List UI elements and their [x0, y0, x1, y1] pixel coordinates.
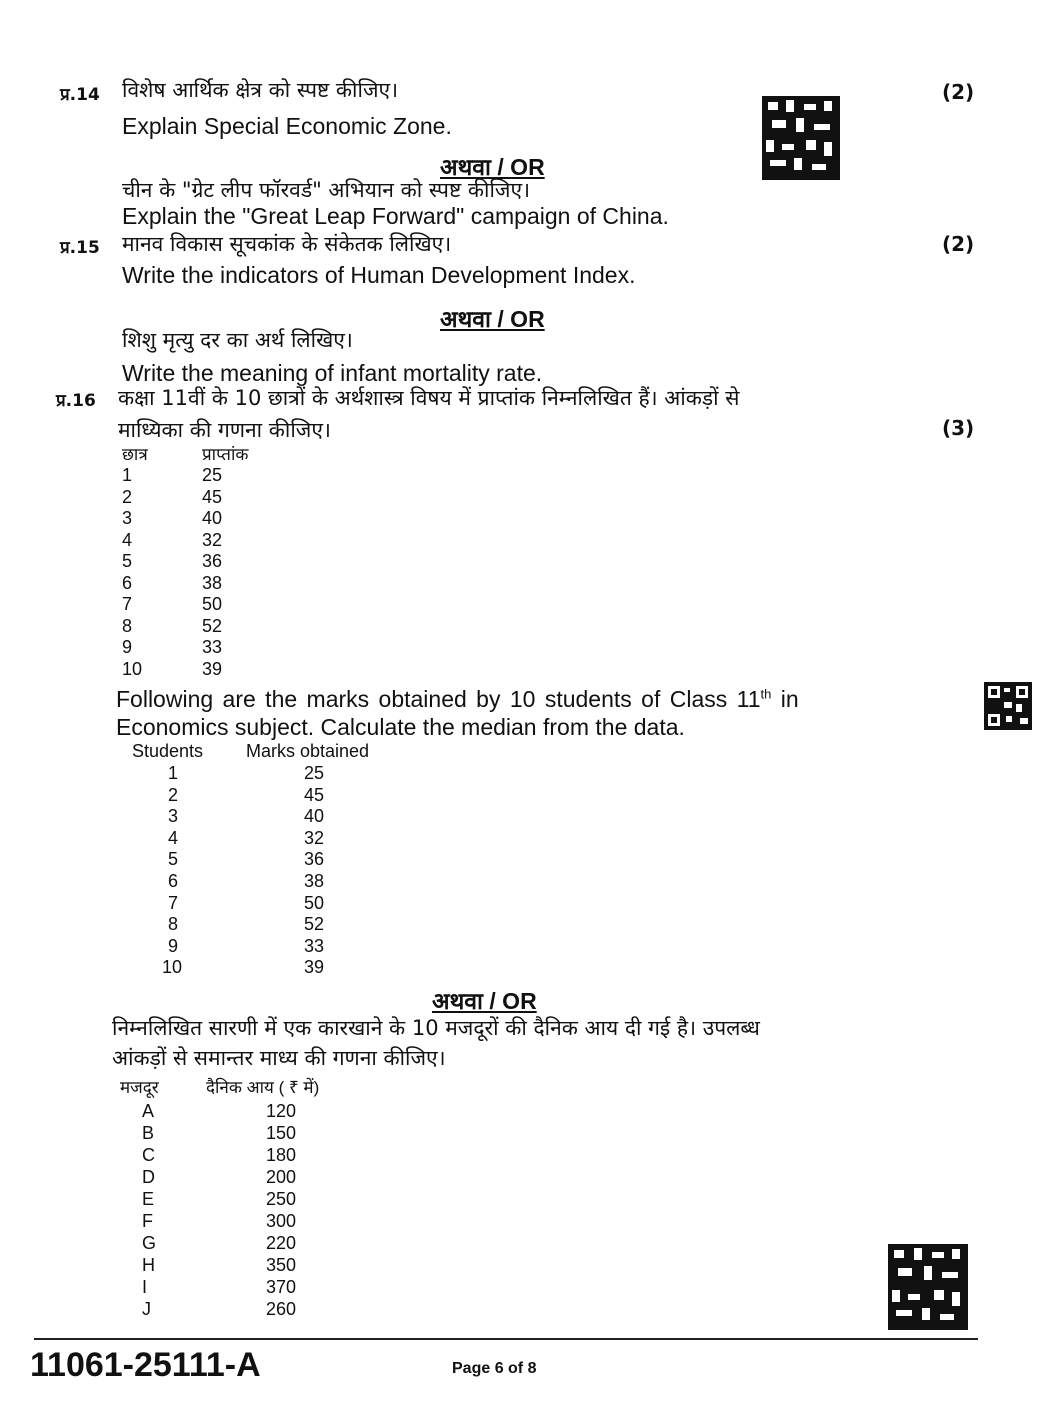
table-row [122, 573, 248, 595]
income-cell: 260 [266, 1299, 297, 1319]
student-number-cell: 8 [122, 615, 133, 636]
student-number-cell: 8 [168, 914, 179, 935]
table-header: छात्र [122, 445, 148, 464]
marks-cell: 39 [304, 957, 325, 978]
english-line1-end: in [771, 686, 799, 712]
q16-hindi-line2: माध्यिका की गणना कीजिए। [118, 418, 331, 442]
worker-cell: H [142, 1255, 155, 1275]
q15-or-label: अथवा / OR [440, 306, 545, 332]
marks-cell: 25 [304, 763, 325, 783]
income-cell: 120 [266, 1101, 297, 1121]
page-number: Page 6 of 8 [452, 1360, 537, 1377]
marks-cell: 32 [304, 827, 325, 848]
q14-alt-hindi-text: चीन के "ग्रेट लीप फॉरवर्ड" अभियान को स्पष्ट कीजिए। [122, 178, 531, 202]
q15-alt-english-text: Write the meaning of infant mortality rate. [122, 360, 543, 386]
q15-english-text: Write the indicators of Human Development Index. [122, 262, 636, 288]
paper-code: 11061-25111-A [30, 1346, 261, 1384]
q14-or-label: अथवा / OR [440, 154, 545, 180]
student-number-cell: 10 [122, 658, 143, 679]
income-cell: 180 [266, 1145, 297, 1165]
worker-cell: I [142, 1277, 148, 1297]
question-number-16: प्र.16 [56, 391, 96, 411]
student-number-cell: 5 [122, 551, 133, 571]
marks-cell: 45 [304, 784, 325, 805]
marks-cell: 36 [202, 551, 223, 571]
worker-cell: F [142, 1211, 153, 1231]
q16-hindi-line1: कक्षा 11वीं के 10 छात्रों के अर्थशास्त्र विषय में प्राप्तांक निम्नलिखित हैं। आंकड़ों से [118, 386, 740, 410]
student-number-cell: 5 [168, 849, 179, 870]
student-number-cell: 3 [168, 806, 179, 827]
student-number-cell: 1 [168, 763, 179, 783]
q16-alt-hindi-line1: निम्नलिखित सारणी में एक कारखाने के 10 मजदूरों की दैनिक आय दी गई है। उपलब्ध [112, 1016, 760, 1040]
marks-cell: 50 [304, 892, 325, 913]
q16-marks: (3) [942, 416, 975, 440]
marks-cell: 45 [202, 486, 223, 507]
marks-cell: 38 [202, 572, 223, 593]
table-row [122, 487, 248, 509]
q16-english-line1 [116, 686, 799, 713]
student-number-cell: 4 [122, 529, 133, 550]
marks-cell: 52 [202, 615, 223, 636]
table-row [122, 551, 248, 573]
marks-cell: 33 [202, 637, 223, 657]
table-header: दैनिक आय ( ₹ में) [206, 1078, 320, 1097]
student-number-cell: 6 [168, 870, 179, 891]
q14-alt-english-text: Explain the "Great Leap Forward" campaign of China. [122, 203, 669, 229]
question-number-15: प्र.15 [60, 238, 100, 258]
footer-divider [34, 1338, 978, 1340]
table-row [122, 530, 248, 552]
marks-cell: 40 [304, 806, 325, 827]
q16-alt-hindi-line2: आंकड़ों से समान्तर माध्य की गणना कीजिए। [112, 1046, 446, 1070]
q16-or-label: अथवा / OR [432, 988, 537, 1014]
student-number-cell: 9 [122, 637, 133, 657]
worker-cell: E [142, 1189, 155, 1209]
worker-cell: C [142, 1145, 155, 1165]
student-number-cell: 3 [122, 508, 133, 528]
marks-cell: 40 [202, 508, 223, 528]
marks-cell: 32 [202, 529, 223, 550]
worker-cell: G [142, 1233, 157, 1253]
student-number-cell: 6 [122, 572, 133, 593]
student-number-cell: 7 [168, 892, 179, 913]
table-row [122, 637, 248, 659]
student-number-cell: 2 [122, 486, 133, 507]
datamatrix-code-icon [888, 1244, 968, 1330]
income-cell: 150 [266, 1123, 297, 1143]
student-number-cell: 4 [168, 827, 179, 848]
q15-marks: (2) [942, 232, 975, 256]
income-cell: 250 [266, 1189, 297, 1209]
marks-cell: 38 [304, 870, 325, 891]
student-number-cell: 10 [162, 957, 183, 978]
question-number-14: प्र.14 [60, 85, 100, 105]
english-line1-text: Following are the marks obtained by 10 students of Class 11 [116, 686, 761, 712]
table-header: Students [132, 741, 204, 761]
income-cell: 300 [266, 1211, 297, 1231]
table-row [122, 594, 248, 616]
marks-cell: 25 [202, 465, 223, 485]
table-header: Marks obtained [246, 741, 370, 761]
table-header: मजदूर [120, 1078, 159, 1097]
q15-hindi-text: मानव विकास सूचकांक के संकेतक लिखिए। [122, 232, 452, 256]
q14-hindi-text: विशेष आर्थिक क्षेत्र को स्पष्ट कीजिए। [122, 78, 399, 102]
q16-hindi-table [122, 442, 248, 680]
datamatrix-code-icon [762, 96, 840, 180]
table-row [122, 659, 248, 681]
student-number-cell: 7 [122, 594, 133, 614]
marks-cell: 36 [304, 849, 325, 870]
qr-code-icon [984, 682, 1032, 730]
student-number-cell: 1 [122, 465, 133, 485]
income-cell: 370 [266, 1277, 297, 1297]
income-cell: 200 [266, 1167, 297, 1187]
marks-cell: 39 [202, 658, 223, 679]
marks-cell: 50 [202, 594, 223, 614]
marks-cell: 52 [304, 914, 325, 935]
q16-english-line2: Economics subject. Calculate the median from the data. [116, 714, 685, 740]
table-row [122, 616, 248, 638]
income-cell: 350 [266, 1255, 297, 1275]
worker-cell: A [142, 1101, 155, 1121]
student-number-cell: 9 [168, 935, 179, 956]
table-row [122, 465, 248, 487]
worker-cell: B [142, 1123, 155, 1143]
table-row [122, 508, 248, 530]
table-header: प्राप्तांक [202, 445, 249, 464]
marks-cell: 33 [304, 935, 325, 956]
income-cell: 220 [266, 1233, 297, 1253]
q14-marks: (2) [942, 80, 975, 104]
q14-english-text: Explain Special Economic Zone. [122, 113, 452, 139]
worker-cell: D [142, 1167, 155, 1187]
superscript: th [760, 686, 772, 702]
student-number-cell: 2 [168, 784, 179, 805]
worker-cell: J [142, 1299, 151, 1319]
q15-alt-hindi-text: शिशु मृत्यु दर का अर्थ लिखिए। [122, 328, 353, 352]
